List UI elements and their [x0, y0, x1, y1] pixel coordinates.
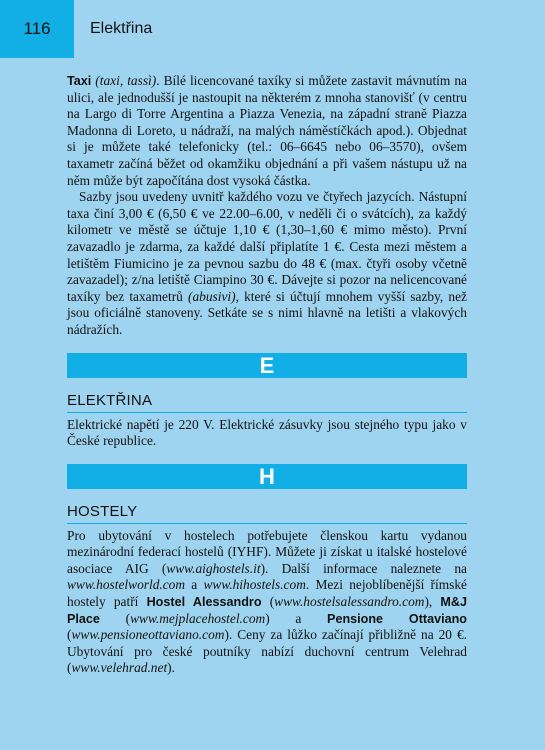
page-header — [0, 0, 545, 58]
hostel-name-ottaviano: Pensione Ottaviano — [327, 611, 467, 626]
hostely-text: ( — [67, 627, 72, 643]
hostely-text: ). Další informace naleznete na — [260, 560, 467, 576]
page-number: 116 — [0, 0, 74, 58]
link-hostelsalessandro[interactable]: www.hostelsalessandro.com — [274, 594, 425, 610]
link-velehrad[interactable]: www.velehrad.net — [71, 660, 168, 676]
hostely-text: ). — [167, 660, 175, 676]
section-heading-hostely: HOSTELY — [67, 503, 467, 524]
link-aighostels[interactable]: www.aighostels.it — [166, 560, 261, 576]
hostely-text: a — [185, 577, 204, 593]
letter-bar-e: E — [67, 353, 467, 378]
taxi-term-italic: (taxi, tassì) — [95, 73, 157, 88]
abusivi-term: (abusivi) — [187, 288, 236, 304]
link-pensioneottaviano[interactable]: www.pensioneottaviano.com — [71, 627, 225, 643]
hostely-text: ), — [424, 594, 441, 610]
elektrina-paragraph: Elektrické napětí je 220 V. Elektrické zásuvky jsou stejného typu jako v České republice. — [67, 416, 467, 449]
letter-bar-h: H — [67, 464, 467, 489]
link-mejplacehostel[interactable]: www.mejplacehostel.com — [130, 610, 266, 626]
page-content — [67, 73, 467, 677]
hostel-name-alessandro: Hostel Alessandro — [146, 595, 262, 610]
taxi-paragraph-text: . Bílé licencované taxíky si můžete zastavit mávnutím na ulici, ale jednodušší je nastoupit na některém z mnoha stanovišť (v centru na Largo di Torre Argentina a Piazza Venezia, na západní straně Piazza Madonna di Loreto, u nádraží, na malých náměstíčkách apod.). Objednat si je můžete také telefonicky (tel.: 06–6645 nebo 06–3570), ovšem taxametr začíná běžet od okamžiku objednání a při vašem nástupu už na něm může být započítána dost vysoká částka. — [67, 73, 467, 188]
taxi-rates-paragraph — [67, 189, 467, 338]
link-hihostels[interactable]: www.hihostels.com — [203, 577, 306, 593]
running-title: Elektřina — [90, 20, 153, 37]
hostely-text: Pro ubytování v hostelech potřebujete členskou kartu vydanou mezinárodní federací hostelů (IYHF). Můžete ji získat u italské hostelové asociace AIG ( — [67, 527, 467, 576]
hostely-text: . Mezi nejoblíbenější římské hostely patří — [67, 577, 467, 610]
hostely-text: ( — [261, 594, 275, 610]
hostely-paragraph — [67, 528, 467, 677]
taxi-paragraph — [67, 73, 467, 189]
section-heading-elektrina: ELEKTŘINA — [67, 392, 467, 413]
taxi-rates-text-end: , které si účtují mnohem vyšší sazby, než jsou oficiálně stanoveny. Setkáte se s nimi hlavně na letišti a vlakových nádražích. — [67, 288, 467, 337]
hostely-text: ). Ceny za lůžko začínají přibližně na 20 €. Ubytování pro české poutníky nabízí duchovní centrum Velehrad ( — [67, 627, 467, 676]
link-hostelworld[interactable]: www.hostelworld.com — [67, 577, 186, 593]
taxi-rates-text: Sazby jsou uvedeny uvnitř každého vozu ve čtyřech jazycích. Nástupní taxa činí 3,00 € (6,50 € ve 22.00–6.00, v neděli či o svátcích), za každý kilometr ve městě se účtuje 1,10 € (1,30–1,60 € mimo město). První zavazadlo je zdarma, za každé další připlatíte 1 €. Cesta mezi městem a letištěm Fiumicino je za pevnou sazbu do 48 € (max. čtyři osoby včetně zavazadel); z/na letiště Ciampino 30 €. Dávejte si pozor na nelicencované taxíky bez taxametrů — [67, 189, 467, 304]
hostely-text: ) a — [265, 610, 328, 626]
hostel-name-mj-place: M&J Place — [67, 595, 468, 626]
hostely-text: ( — [99, 610, 131, 626]
taxi-term: Taxi — [67, 74, 92, 88]
